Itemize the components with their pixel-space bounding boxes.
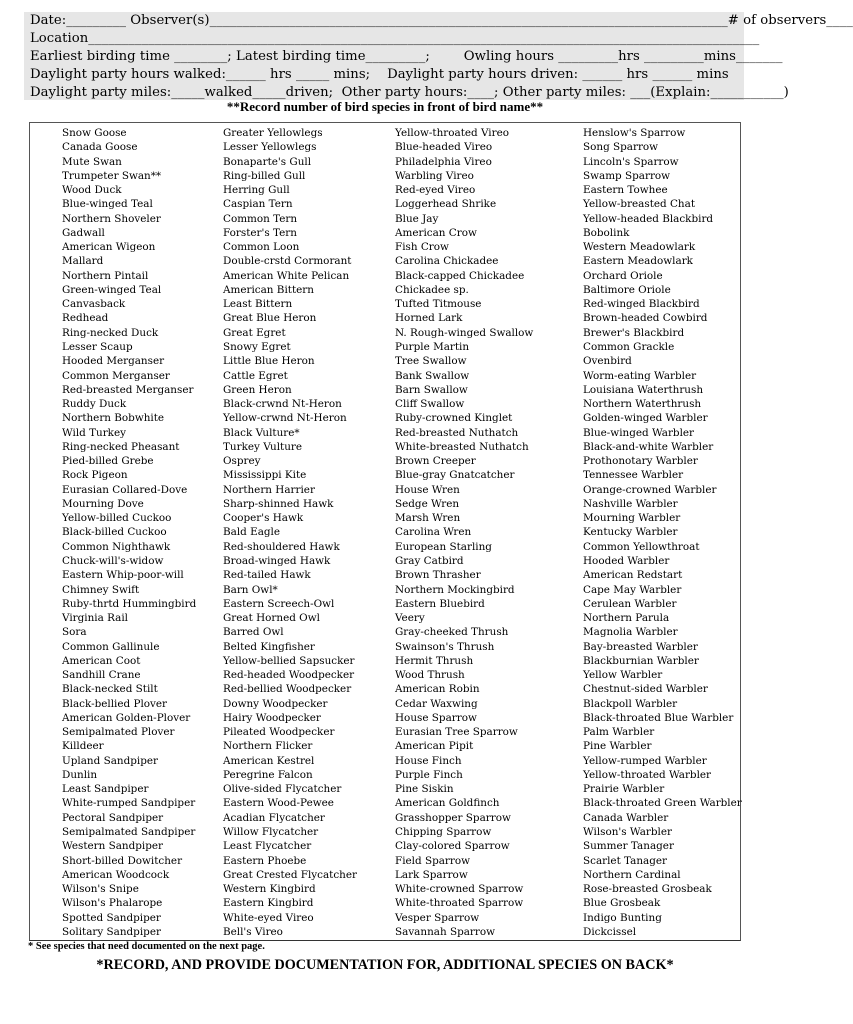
species-entry: Downy Woodpecker — [223, 697, 328, 710]
species-entry: Loggerhead Shrike — [395, 198, 497, 211]
species-entry: Blue-gray Gnatcatcher — [395, 469, 515, 482]
species-entry: Black-necked Stilt — [62, 683, 158, 696]
species-entry: Blue-winged Warbler — [583, 426, 695, 439]
species-entry: Purple Martin — [395, 340, 470, 353]
species-entry: Cliff Swallow — [395, 398, 465, 411]
party-hours-line: Daylight party hours walked:______ hrs _____ mins; Daylight party hours driven: ______ hrs ______ mins — [30, 67, 729, 82]
species-entry: American Pipit — [395, 740, 474, 753]
species-entry: Blackpoll Warbler — [583, 697, 678, 710]
species-entry: Black-crwnd Nt-Heron — [223, 398, 342, 411]
species-entry: Semipalmated Plover — [62, 726, 175, 739]
species-entry: American White Pelican — [223, 269, 350, 282]
species-entry: Lark Sparrow — [395, 868, 468, 881]
species-entry: Cattle Egret — [223, 369, 288, 382]
species-entry: Mourning Warbler — [583, 512, 681, 525]
species-entry: Northern Waterthrush — [583, 398, 702, 411]
species-entry: Yellow-throated Warbler — [583, 768, 712, 781]
species-entry: Greater Yellowlegs — [223, 127, 323, 139]
species-entry: Sandhill Crane — [62, 669, 141, 682]
species-entry: Short-billed Dowitcher — [62, 854, 183, 867]
species-entry: Chimney Swift — [62, 583, 140, 596]
species-entry: Northern Mockingbird — [395, 583, 515, 596]
species-entry: Cooper's Hawk — [223, 512, 304, 525]
species-entry: Yellow Warbler — [583, 669, 663, 682]
species-entry: Song Sparrow — [583, 141, 659, 154]
species-entry: American Coot — [62, 654, 141, 667]
species-entry: American Woodcock — [62, 868, 170, 881]
species-entry: Wild Turkey — [62, 426, 127, 439]
species-entry: Nashville Warbler — [583, 497, 678, 510]
species-entry: Lincoln's Sparrow — [583, 155, 679, 168]
species-entry: Prothonotary Warbler — [583, 455, 698, 468]
species-entry: Mallard — [62, 255, 104, 268]
species-entry: Common Grackle — [583, 340, 675, 353]
species-entry: Ruddy Duck — [62, 398, 127, 411]
species-entry: Yellow-headed Blackbird — [583, 212, 714, 225]
species-entry: American Bittern — [223, 283, 314, 296]
species-entry: Black-capped Chickadee — [395, 269, 525, 282]
species-entry: Eurasian Tree Sparrow — [395, 726, 518, 739]
species-entry: Red-bellied Woodpecker — [223, 683, 352, 696]
species-entry: Common Nighthawk — [62, 540, 171, 553]
species-entry: Canada Warbler — [583, 811, 669, 824]
species-entry: Swainson's Thrush — [395, 640, 495, 653]
species-entry: Acadian Flycatcher — [223, 811, 325, 824]
species-entry: American Robin — [395, 683, 480, 696]
species-entry: Cedar Waxwing — [395, 697, 478, 710]
species-entry: Marsh Wren — [395, 512, 461, 525]
species-entry: Sedge Wren — [395, 497, 460, 510]
species-entry: Worm-eating Warbler — [583, 369, 697, 382]
species-entry: Louisiana Waterthrush — [583, 383, 704, 396]
species-entry: Red-shouldered Hawk — [223, 540, 340, 553]
species-entry: Purple Finch — [395, 768, 463, 781]
species-entry: Broad-winged Hawk — [223, 554, 331, 567]
species-entry: Red-winged Blackbird — [583, 298, 700, 311]
species-entry: White-throated Sparrow — [395, 897, 524, 910]
species-entry: Magnolia Warbler — [583, 626, 678, 639]
species-entry: Caspian Tern — [223, 198, 293, 211]
species-entry: N. Rough-winged Swallow — [395, 326, 534, 339]
species-entry: Yellow-crwnd Nt-Heron — [223, 412, 347, 425]
species-entry: Tree Swallow — [395, 355, 467, 368]
species-entry: Summer Tanager — [583, 840, 674, 853]
species-entry: Northern Cardinal — [583, 868, 681, 881]
species-entry: Blackburnian Warbler — [583, 654, 699, 667]
species-entry: Black-throated Blue Warbler — [583, 711, 734, 724]
species-entry: Wilson's Warbler — [583, 826, 672, 839]
species-entry: Pied-billed Grebe — [62, 455, 154, 468]
species-entry: Canada Goose — [62, 141, 138, 154]
species-entry: Common Merganser — [62, 369, 170, 382]
species-entry: Palm Warbler — [583, 726, 655, 739]
species-entry: American Kestrel — [223, 754, 315, 767]
species-entry: Brown Creeper — [395, 455, 476, 468]
species-entry: Warbling Vireo — [395, 169, 474, 182]
species-entry: Henslow's Sparrow — [583, 127, 686, 139]
species-entry: Yellow-rumped Warbler — [583, 754, 707, 767]
species-entry: Scarlet Tanager — [583, 854, 668, 867]
species-entry: Canvasback — [62, 298, 126, 311]
species-entry: White-breasted Nuthatch — [395, 440, 529, 453]
species-entry: Northern Flicker — [223, 740, 313, 753]
species-entry: Savannah Sparrow — [395, 925, 495, 938]
species-entry: Brown Thrasher — [395, 569, 481, 582]
species-entry: Veery — [395, 612, 425, 625]
species-entry: Philadelphia Vireo — [395, 155, 492, 168]
species-entry: Yellow-breasted Chat — [583, 198, 695, 211]
species-entry: Common Tern — [223, 212, 298, 225]
species-entry: Eastern Kingbird — [223, 897, 314, 910]
species-entry: Chuck-will's-widow — [62, 554, 164, 567]
species-entry: Ovenbird — [583, 355, 632, 368]
species-entry: Osprey — [223, 455, 261, 468]
species-entry: Virginia Rail — [62, 612, 129, 625]
species-entry: Belted Kingfisher — [223, 640, 315, 653]
species-entry: Green Heron — [223, 383, 292, 396]
species-entry: Ruby-thrtd Hummingbird — [62, 597, 197, 610]
species-entry: Wilson's Snipe — [62, 883, 139, 896]
species-entry: Little Blue Heron — [223, 355, 315, 368]
species-entry: Eastern Towhee — [583, 184, 668, 197]
species-entry: House Wren — [395, 483, 460, 496]
documentation-footnote: * See species that need documented on the next page. — [28, 941, 265, 952]
species-entry: Tufted Titmouse — [395, 298, 482, 311]
date-observers-line: Date:_________ Observer(s)______________________________________________________________________________# of observers____ — [30, 13, 853, 28]
species-entry: Wood Thrush — [395, 669, 465, 682]
species-entry: Northern Pintail — [62, 269, 149, 282]
species-entry: Pectoral Sandpiper — [62, 811, 164, 824]
species-entry: Willow Flycatcher — [223, 826, 319, 839]
species-entry: Black-throated Green Warbler — [583, 797, 742, 810]
species-column-1 — [62, 126, 196, 939]
species-entry: Mute Swan — [62, 155, 122, 168]
species-entry: European Starling — [395, 540, 492, 553]
species-entry: Chestnut-sided Warbler — [583, 683, 708, 696]
species-entry: Horned Lark — [395, 312, 463, 325]
species-entry: Gray Catbird — [395, 554, 464, 567]
species-entry: Gray-cheeked Thrush — [395, 626, 509, 639]
species-entry: Solitary Sandpiper — [62, 925, 161, 938]
species-entry: American Wigeon — [62, 241, 156, 254]
species-entry: Killdeer — [62, 740, 104, 753]
species-entry: Wood Duck — [62, 184, 122, 197]
species-entry: Great Horned Owl — [223, 612, 320, 625]
species-entry: Wilson's Phalarope — [62, 897, 163, 910]
species-entry: Indigo Bunting — [583, 911, 662, 924]
species-entry: Eurasian Collared-Dove — [62, 483, 188, 496]
species-entry: Western Kingbird — [223, 883, 316, 896]
observer-info-header — [24, 12, 853, 100]
species-entry: Chipping Sparrow — [395, 826, 492, 839]
species-entry: Sora — [62, 626, 87, 639]
species-entry: Common Gallinule — [62, 640, 160, 653]
species-entry: Rose-breasted Grosbeak — [583, 883, 712, 896]
species-entry: Common Yellowthroat — [583, 540, 700, 553]
species-entry: Carolina Chickadee — [395, 255, 499, 268]
species-entry: Upland Sandpiper — [62, 754, 158, 767]
species-entry: Trumpeter Swan** — [62, 169, 162, 182]
species-entry: House Sparrow — [395, 711, 477, 724]
species-entry: Forster's Tern — [223, 226, 297, 239]
species-entry: House Finch — [395, 754, 462, 767]
species-entry: White-crowned Sparrow — [395, 883, 524, 896]
species-entry: Semipalmated Sandpiper — [62, 826, 196, 839]
species-entry: Snow Goose — [62, 127, 127, 139]
species-entry: Herring Gull — [223, 184, 290, 197]
species-column-2 — [223, 126, 357, 939]
species-entry: Bay-breasted Warbler — [583, 640, 698, 653]
species-entry: Redhead — [62, 312, 109, 325]
species-entry: Western Meadowlark — [583, 241, 696, 254]
species-entry: Western Sandpiper — [62, 840, 163, 853]
species-entry: Snowy Egret — [223, 340, 291, 353]
species-entry: Orange-crowned Warbler — [583, 483, 717, 496]
birding-time-line: Earliest birding time ________; Latest birding time_________; Owling hours _________hrs _________mins_______ — [30, 49, 783, 64]
species-entry: Blue-winged Teal — [62, 198, 153, 211]
species-entry: Ring-billed Gull — [223, 169, 306, 182]
species-entry: Cape May Warbler — [583, 583, 682, 596]
species-entry: Dunlin — [62, 768, 98, 781]
species-entry: Turkey Vulture — [223, 440, 303, 453]
species-entry: Orchard Oriole — [583, 269, 663, 282]
species-entry: Hairy Woodpecker — [223, 711, 321, 724]
location-line: Location_____________________________________________________________________________________________________ — [30, 31, 760, 46]
species-entry: Bonaparte's Gull — [223, 155, 312, 168]
species-entry: Least Sandpiper — [62, 783, 149, 796]
species-entry: Cerulean Warbler — [583, 597, 677, 610]
species-entry: Great Crested Flycatcher — [223, 868, 357, 881]
species-entry: Brewer's Blackbird — [583, 326, 685, 339]
species-entry: Eastern Wood-Pewee — [223, 797, 334, 810]
species-entry: Eastern Bluebird — [395, 597, 485, 610]
species-entry: Gadwall — [62, 226, 105, 239]
species-entry: Red-breasted Nuthatch — [395, 426, 519, 439]
species-entry: Black Vulture* — [223, 426, 300, 439]
species-entry: Barn Swallow — [395, 383, 468, 396]
species-entry: Black-bellied Plover — [62, 697, 168, 710]
additional-species-note: *RECORD, AND PROVIDE DOCUMENTATION FOR, ADDITIONAL SPECIES ON BACK* — [96, 957, 674, 973]
species-column-4 — [583, 126, 742, 939]
species-entry: Blue-headed Vireo — [395, 141, 493, 154]
species-entry: Barn Owl* — [223, 583, 278, 596]
species-entry: Carolina Wren — [395, 526, 472, 539]
species-entry: Yellow-bellied Sapsucker — [223, 654, 355, 667]
species-entry: Bobolink — [583, 226, 630, 239]
species-entry: Green-winged Teal — [62, 283, 162, 296]
species-entry: Hermit Thrush — [395, 654, 474, 667]
species-entry: Pine Warbler — [583, 740, 652, 753]
species-entry: White-eyed Vireo — [223, 911, 314, 924]
species-column-3 — [395, 126, 533, 939]
species-entry: Double-crstd Cormorant — [223, 255, 352, 268]
species-entry: Olive-sided Flycatcher — [223, 783, 342, 796]
species-checklist-table — [29, 122, 741, 941]
species-entry: Mississippi Kite — [223, 469, 307, 482]
species-entry: Lesser Yellowlegs — [223, 141, 317, 154]
species-entry: Yellow-throated Vireo — [395, 127, 509, 139]
species-entry: Vesper Sparrow — [395, 911, 480, 924]
species-entry: Grasshopper Sparrow — [395, 811, 511, 824]
species-entry: American Crow — [395, 226, 477, 239]
species-entry: Least Flycatcher — [223, 840, 312, 853]
species-entry: Yellow-billed Cuckoo — [62, 512, 172, 525]
species-entry: Red-breasted Merganser — [62, 383, 194, 396]
species-entry: Rock Pigeon — [62, 469, 128, 482]
record-instruction: **Record number of bird species in front of bird name** — [226, 99, 544, 114]
species-entry: Kentucky Warbler — [583, 526, 678, 539]
species-entry: Bank Swallow — [395, 369, 470, 382]
species-entry: Pileated Woodpecker — [223, 726, 335, 739]
species-entry: Prairie Warbler — [583, 783, 665, 796]
species-entry: Red-eyed Vireo — [395, 184, 476, 197]
species-entry: Mourning Dove — [62, 497, 144, 510]
species-entry: Clay-colored Sparrow — [395, 840, 510, 853]
species-entry: Sharp-shinned Hawk — [223, 497, 334, 510]
species-entry: Great Blue Heron — [223, 312, 317, 325]
species-entry: Great Egret — [223, 326, 286, 339]
species-entry: White-rumped Sandpiper — [62, 797, 196, 810]
species-entry: American Redstart — [583, 569, 683, 582]
species-entry: Hooded Warbler — [583, 554, 670, 567]
species-entry: Northern Harrier — [223, 483, 315, 496]
species-entry: Bald Eagle — [223, 526, 281, 539]
species-entry: Blue Jay — [395, 212, 439, 225]
party-miles-line: Daylight party miles:_____walked_____driven; Other party hours:____; Other party miles: ___(Explain:___________) — [30, 85, 789, 100]
species-entry: Black-billed Cuckoo — [62, 526, 167, 539]
species-entry: Ring-necked Duck — [62, 326, 159, 339]
species-entry: Chickadee sp. — [395, 283, 469, 296]
species-entry: Fish Crow — [395, 241, 449, 254]
species-entry: Ring-necked Pheasant — [62, 440, 180, 453]
species-entry: Barred Owl — [223, 626, 284, 639]
species-entry: Eastern Whip-poor-will — [62, 569, 184, 582]
species-entry: Northern Shoveler — [62, 212, 161, 225]
species-entry: Black-and-white Warbler — [583, 440, 714, 453]
species-entry: Brown-headed Cowbird — [583, 312, 708, 325]
species-entry: Red-tailed Hawk — [223, 569, 311, 582]
species-entry: Swamp Sparrow — [583, 169, 671, 182]
species-entry: Tennessee Warbler — [583, 469, 684, 482]
species-entry: American Goldfinch — [395, 797, 500, 810]
species-entry: Red-headed Woodpecker — [223, 669, 355, 682]
species-entry: Least Bittern — [223, 298, 293, 311]
species-entry: Peregrine Falcon — [223, 768, 313, 781]
species-entry: American Golden-Plover — [62, 711, 191, 724]
species-entry: Pine Siskin — [395, 783, 454, 796]
species-entry: Dickcissel — [583, 925, 637, 938]
species-entry: Eastern Phoebe — [223, 854, 307, 867]
species-entry: Hooded Merganser — [62, 355, 165, 368]
species-entry: Eastern Meadowlark — [583, 255, 693, 268]
species-entry: Lesser Scaup — [62, 340, 133, 353]
species-entry: Eastern Screech-Owl — [223, 597, 335, 610]
species-entry: Spotted Sandpiper — [62, 911, 161, 924]
species-entry: Blue Grosbeak — [583, 897, 661, 910]
species-entry: Field Sparrow — [395, 854, 471, 867]
species-entry: Ruby-crowned Kinglet — [395, 412, 513, 425]
species-entry: Common Loon — [223, 241, 300, 254]
species-entry: Baltimore Oriole — [583, 283, 671, 296]
species-entry: Northern Parula — [583, 612, 670, 625]
species-entry: Northern Bobwhite — [62, 412, 165, 425]
species-entry: Bell's Vireo — [223, 925, 283, 938]
species-entry: Golden-winged Warbler — [583, 412, 708, 425]
